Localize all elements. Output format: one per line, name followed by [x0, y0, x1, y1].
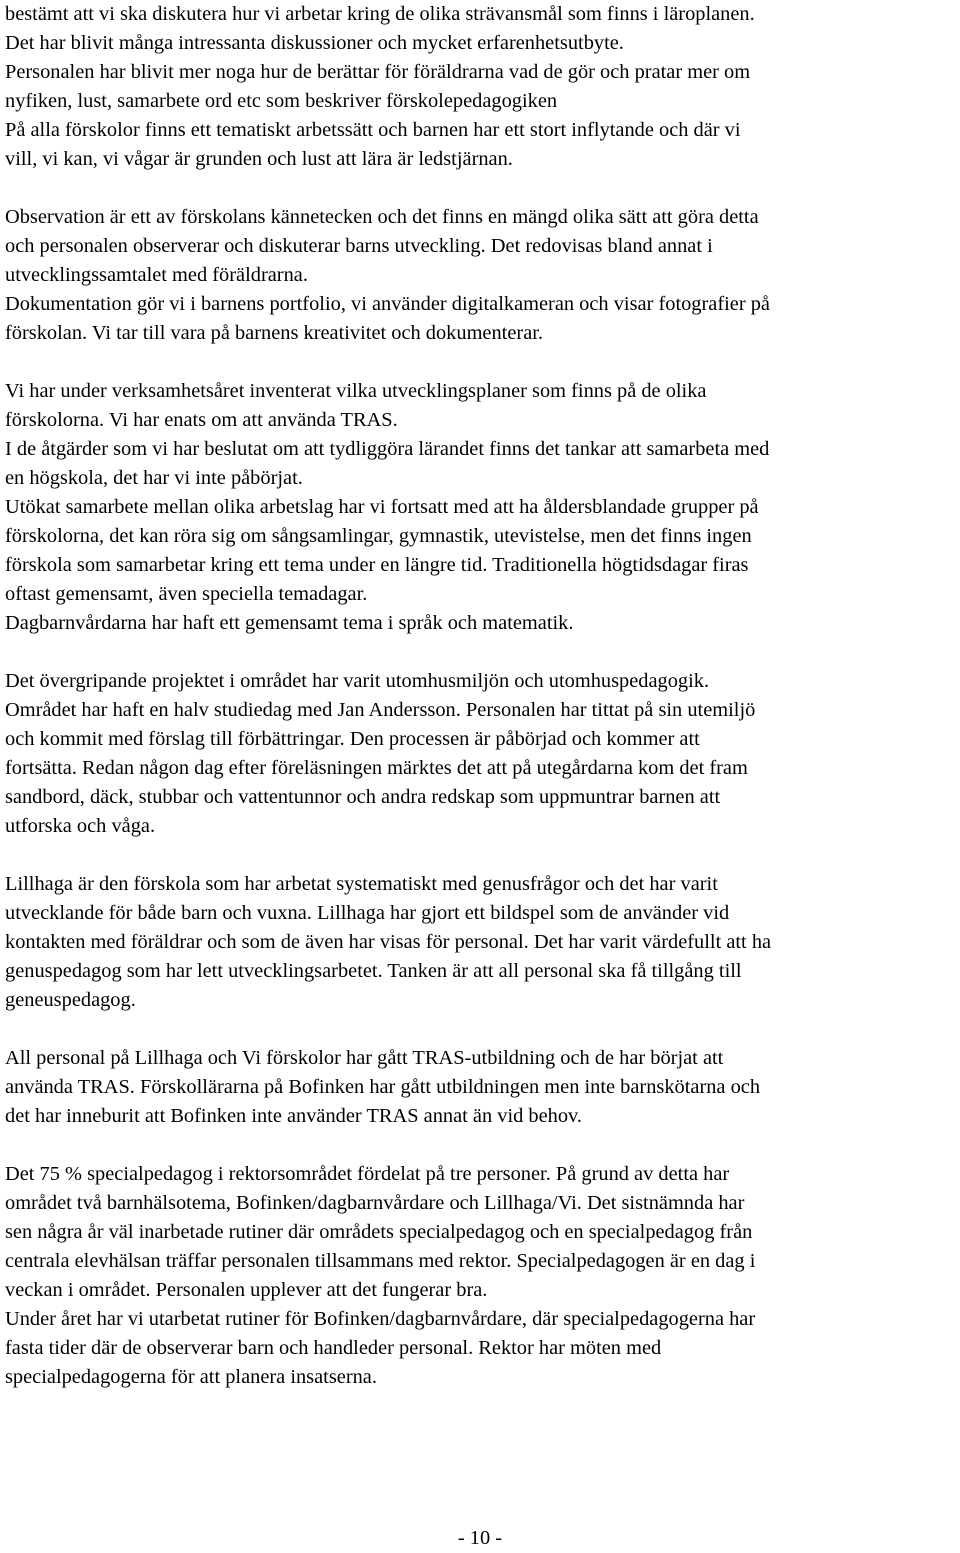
text-line: På alla förskolor finns ett tematiskt arbetssätt och barnen har ett stort inflytande och där vi	[5, 119, 741, 141]
text-line: området två barnhälsotema, Bofinken/dagbarnvårdare och Lillhaga/Vi. Det sistnämnda har	[5, 1192, 745, 1214]
text-line: veckan i området. Personalen upplever att det fungerar bra.	[5, 1279, 488, 1301]
paragraph-gap	[5, 1015, 960, 1044]
text-line: Det har blivit många intressanta diskussioner och mycket erfarenhetsutbyte.	[5, 32, 624, 54]
text-line: Dagbarnvårdarna har haft ett gemensamt tema i språk och matematik.	[5, 612, 574, 634]
text-line: utvecklingssamtalet med föräldrarna.	[5, 264, 308, 286]
text-line: det har inneburit att Bofinken inte använder TRAS annat än vid behov.	[5, 1105, 583, 1127]
text-line: Observation är ett av förskolans kännetecken och det finns en mängd olika sätt att göra detta	[5, 206, 759, 228]
text-line: Området har haft en halv studiedag med Jan Andersson. Personalen har tittat på sin utemiljö	[5, 699, 756, 721]
text-line: Lillhaga är den förskola som har arbetat systematiskt med genusfrågor och det har varit	[5, 873, 718, 895]
text-line: utvecklande för både barn och vuxna. Lillhaga har gjort ett bildspel som de använder vid	[5, 902, 730, 924]
paragraph-gap	[5, 174, 960, 203]
text-line: utforska och våga.	[5, 815, 156, 837]
paragraph-goals	[5, 0, 960, 174]
text-line: och kommit med förslag till förbättringar. Den processen är påbörjad och kommer att	[5, 728, 700, 750]
text-line: Vi har under verksamhetsåret inventerat vilka utvecklingsplaner som finns på de olika	[5, 380, 707, 402]
paragraph-gender	[5, 870, 960, 1015]
text-line: fasta tider där de observerar barn och handleder personal. Rektor har möten med	[5, 1337, 662, 1359]
text-line: Det övergripande projektet i området har varit utomhusmiljön och utomhuspedagogik.	[5, 670, 710, 692]
text-line: en högskola, det har vi inte påbörjat.	[5, 467, 303, 489]
text-line: förskolorna. Vi har enats om att använda TRAS.	[5, 409, 398, 431]
text-line: Dokumentation gör vi i barnens portfolio, vi använder digitalkameran och visar fotografier på	[5, 293, 770, 315]
paragraph-tras-training	[5, 1044, 960, 1131]
paragraph-gap	[5, 348, 960, 377]
text-line: I de åtgärder som vi har beslutat om att tydliggöra lärandet finns det tankar att samarbeta med	[5, 438, 770, 460]
text-line: sen några år väl inarbetade rutiner där områdets specialpedagog och en specialpedagog från	[5, 1221, 753, 1243]
text-line: förskola som samarbetar kring ett tema under en längre tid. Traditionella högtidsdagar firas	[5, 554, 749, 576]
paragraph-gap	[5, 841, 960, 870]
text-line: använda TRAS. Förskollärarna på Bofinken har gått utbildningen men inte barnskötarna och	[5, 1076, 761, 1098]
paragraph-development-plans	[5, 377, 960, 638]
text-line: fortsätta. Redan någon dag efter föreläsningen märktes det att på utegårdarna kom det fram	[5, 757, 748, 779]
text-line: och personalen observerar och diskuterar barns utveckling. Det redovisas bland annat i	[5, 235, 713, 257]
text-line: Utökat samarbete mellan olika arbetslag har vi fortsatt med att ha åldersblandade grupper på	[5, 496, 759, 518]
text-line: specialpedagogerna för att planera insatserna.	[5, 1366, 377, 1388]
text-line: genuspedagog som har lett utvecklingsarbetet. Tanken är att all personal ska få tillgång till	[5, 960, 742, 982]
paragraph-gap	[5, 638, 960, 667]
text-line: Det 75 % specialpedagog i rektorsområdet fördelat på tre personer. På grund av detta har	[5, 1163, 730, 1185]
text-line: All personal på Lillhaga och Vi förskolor har gått TRAS-utbildning och de har börjat att	[5, 1047, 724, 1069]
text-line: nyfiken, lust, samarbete ord etc som beskriver förskolepedagogiken	[5, 90, 558, 112]
text-line: bestämt att vi ska diskutera hur vi arbetar kring de olika strävansmål som finns i läroplanen.	[5, 3, 755, 25]
text-line: geneuspedagog.	[5, 989, 136, 1011]
page-footer	[0, 1524, 960, 1553]
text-line: förskolan. Vi tar till vara på barnens kreativitet och dokumenterar.	[5, 322, 544, 344]
text-line: Personalen har blivit mer noga hur de berättar för föräldrarna vad de gör och pratar mer om	[5, 61, 751, 83]
text-line: Under året har vi utarbetat rutiner för Bofinken/dagbarnvårdare, där specialpedagogerna har	[5, 1308, 756, 1330]
page-number: - 10 -	[457, 1527, 503, 1549]
text-line: vill, vi kan, vi vågar är grunden och lust att lära är ledstjärnan.	[5, 148, 513, 170]
document-body	[5, 0, 960, 1392]
paragraph-observation	[5, 203, 960, 348]
text-line: förskolorna, det kan röra sig om sångsamlingar, gymnastik, utevistelse, men det finns ingen	[5, 525, 752, 547]
paragraph-outdoor-project	[5, 667, 960, 841]
paragraph-gap	[5, 1131, 960, 1160]
text-line: centrala elevhälsan träffar personalen tillsammans med rektor. Specialpedagogen är en dag i	[5, 1250, 756, 1272]
paragraph-special-education	[5, 1160, 960, 1392]
text-line: kontakten med föräldrar och som de även har visas för personal. Det har varit värdefullt att ha	[5, 931, 772, 953]
text-line: oftast gemensamt, även speciella temadagar.	[5, 583, 368, 605]
text-line: sandbord, däck, stubbar och vattentunnor och andra redskap som uppmuntrar barnen att	[5, 786, 721, 808]
